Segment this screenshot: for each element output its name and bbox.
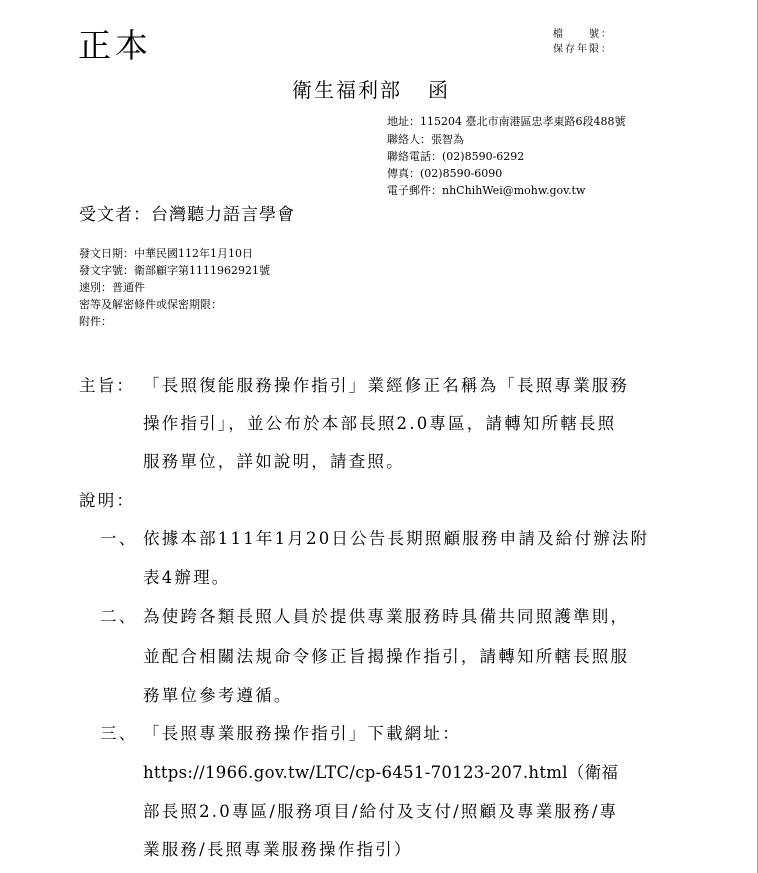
file-number-label: 檔 號： <box>553 29 613 40</box>
subject-line: 「長照復能服務操作指引」業經修正名稱為「長照專業服務 <box>143 376 630 395</box>
contact-phone: 聯絡電話：(02)8590-6292 <box>387 150 525 163</box>
address: 地址：115204 臺北市南港區忠孝東路6段488號 <box>387 115 626 128</box>
explanation-label: 說明： <box>79 491 136 510</box>
document-title <box>292 74 450 103</box>
document-number: 發文字號：衛部顧字第1111962921號 <box>79 264 270 277</box>
issuing-organization: 衛生福利部 <box>292 78 402 102</box>
attachment-label: 附件： <box>79 315 112 328</box>
document-type: 函 <box>428 78 450 102</box>
issue-date: 發文日期：中華民國112年1月10日 <box>79 247 253 260</box>
explanation-line: 務單位參考遵循。 <box>143 686 293 705</box>
contact-fax: 傳真：(02)8590-6090 <box>387 167 503 180</box>
explanation-line: 並配合相關法規命令修正旨揭操作指引，請轉知所轄長照服 <box>143 647 630 666</box>
contact-person: 聯絡人：張智為 <box>387 133 464 146</box>
original-copy-stamp: 正本 <box>78 26 152 65</box>
item-number: 一、 <box>100 529 138 548</box>
explanation-line: 「長照專業服務操作指引」下載網址： <box>143 724 461 743</box>
explanation-line: 業服務/長照專業服務操作指引） <box>143 840 413 859</box>
subject-line: 操作指引」，並公布於本部長照2.0專區，請轉知所轄長照 <box>143 414 617 433</box>
explanation-line: 部長照2.0專區/服務項目/給付及支付/照顧及專業服務/專 <box>143 802 619 821</box>
subject-line: 服務單位，詳如說明，請查照。 <box>143 452 405 471</box>
retention-period-label: 保存年限： <box>553 44 613 55</box>
secrecy-level: 密等及解密條件或保密期限： <box>79 298 222 311</box>
delivery-speed: 速別：普通件 <box>79 281 145 294</box>
explanation-line: 為使跨各類長照人員於提供專業服務時具備共同照護準則， <box>143 607 630 626</box>
subject-label: 主旨： <box>79 376 136 395</box>
explanation-line: 依據本部111年1月20日公告長期照顧服務申請及給付辦法附 <box>143 529 650 548</box>
item-number: 二、 <box>100 607 138 626</box>
contact-email: 電子郵件：nhChihWei@mohw.gov.tw <box>387 184 586 197</box>
item-number: 三、 <box>100 724 138 743</box>
download-url-line: https://1966.gov.tw/LTC/cp-6451-70123-207.html（衛福 <box>143 763 619 782</box>
explanation-line: 表4辦理。 <box>143 568 231 587</box>
recipient: 受文者：台灣聽力語言學會 <box>79 205 295 225</box>
